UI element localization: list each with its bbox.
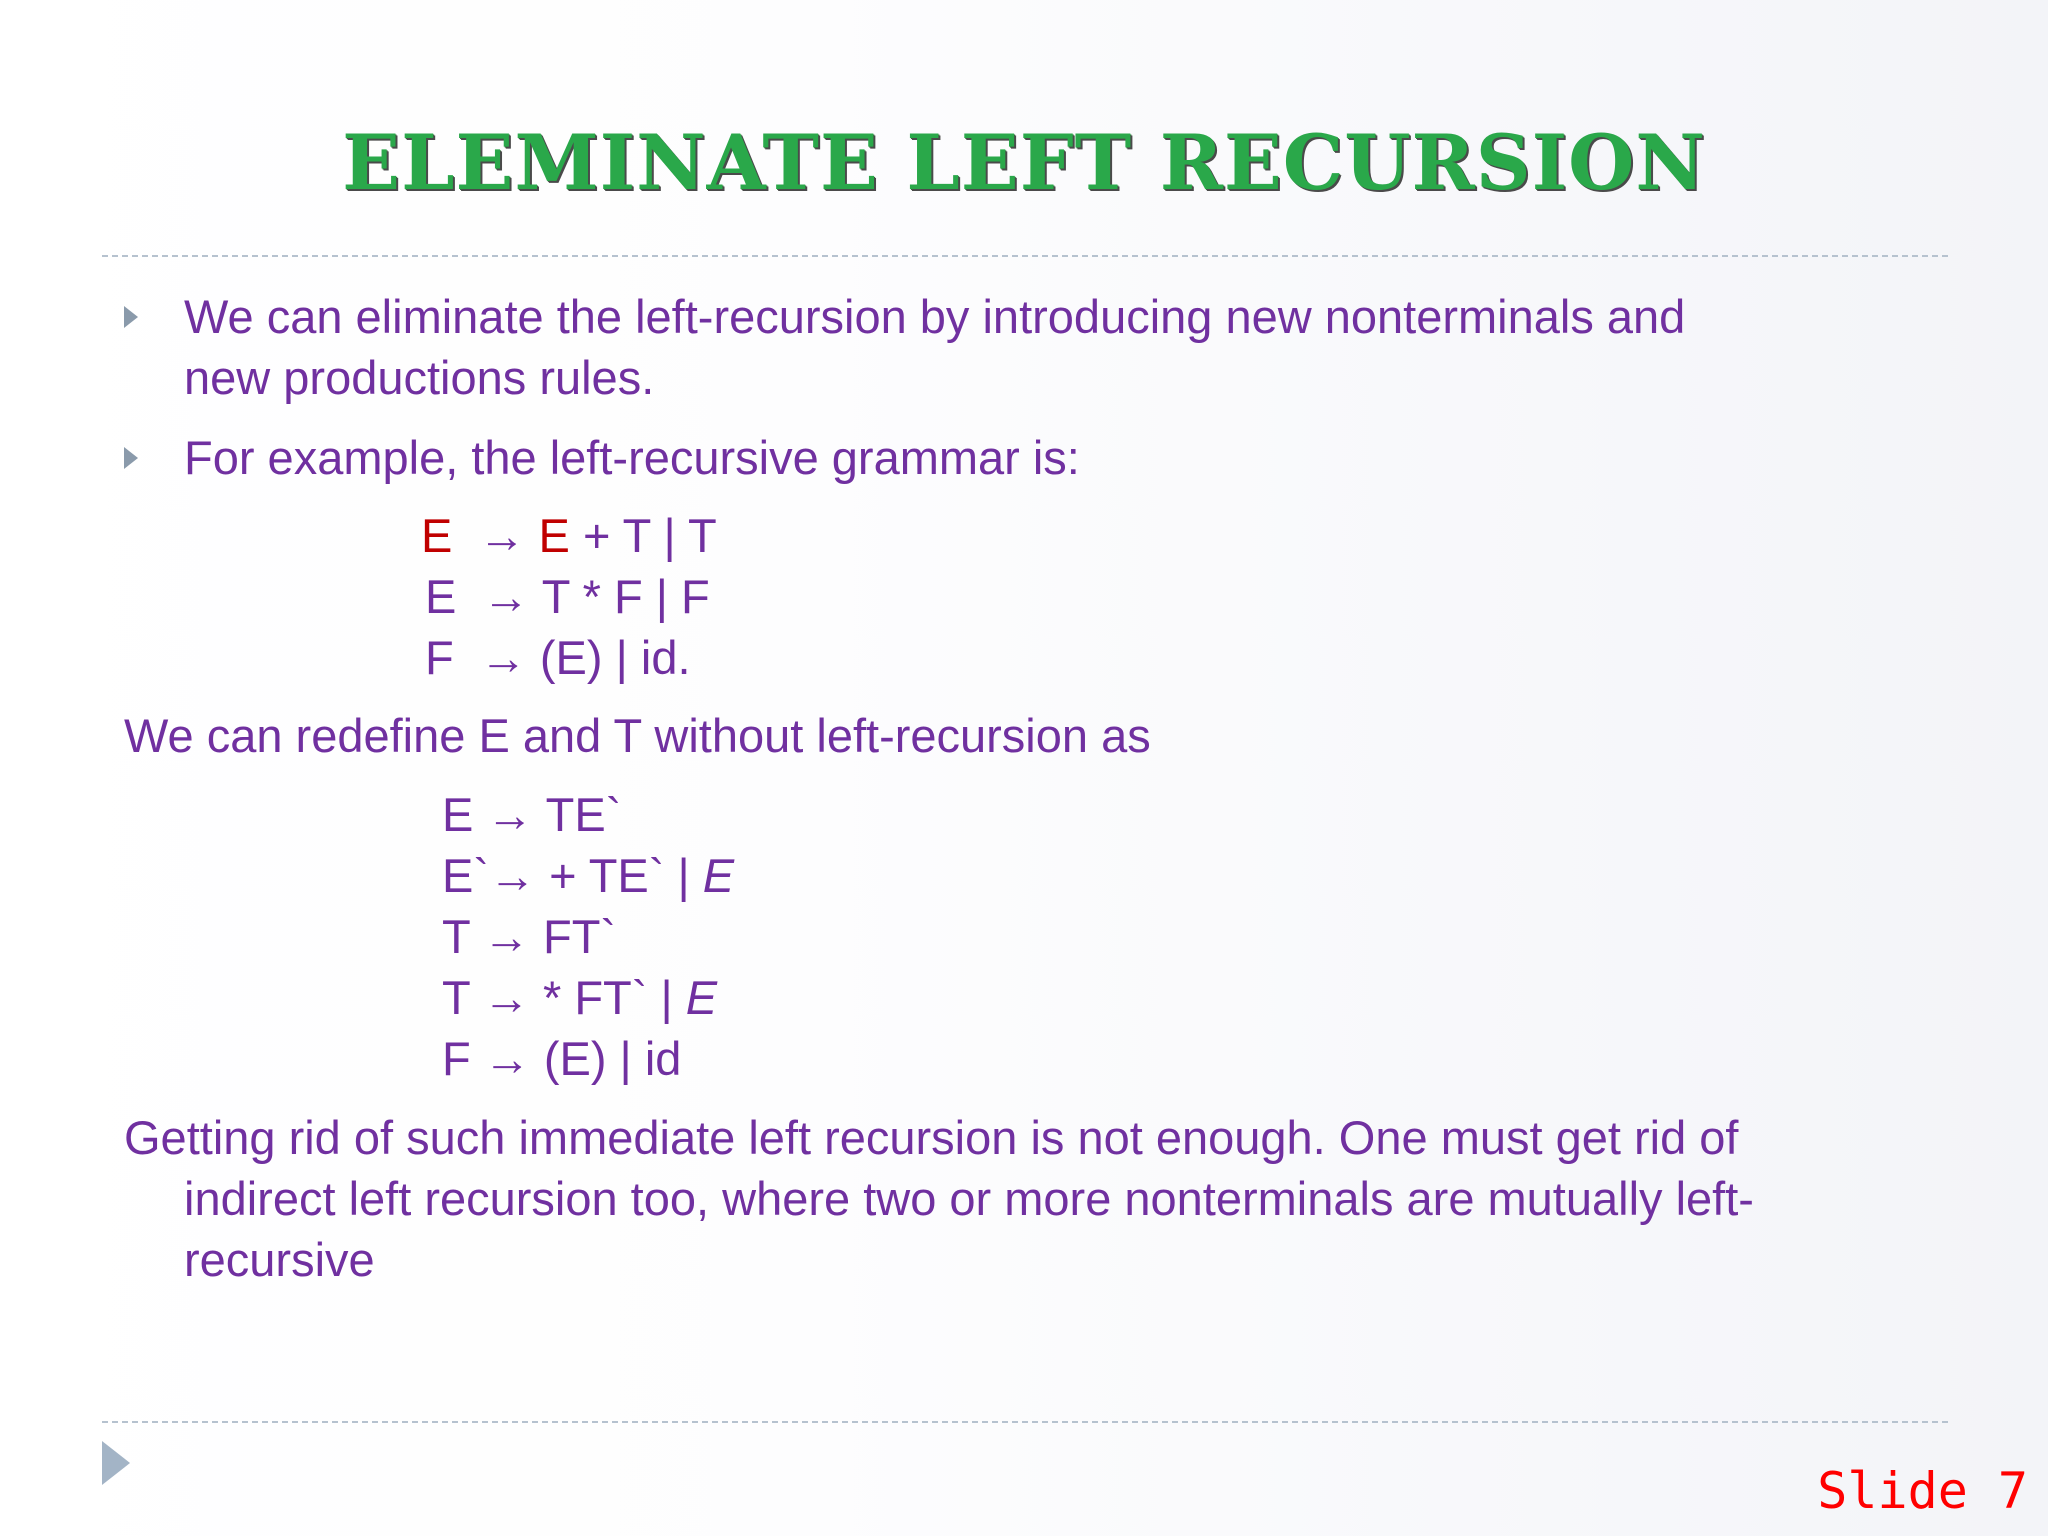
- rule-rhs: * FT` |: [543, 971, 686, 1024]
- slide-number: Slide 7: [1817, 1462, 2028, 1520]
- grammar-original-rule-2: [425, 566, 710, 627]
- rule-lhs: E`: [442, 849, 489, 902]
- grammar-original-rule-3: [425, 627, 691, 688]
- top-divider: [102, 255, 1948, 257]
- rule-arrow: →: [482, 971, 530, 1024]
- rule-lhs: E: [421, 509, 453, 562]
- rule-arrow: →: [486, 788, 534, 841]
- rule-rhs: (E) | id.: [539, 631, 691, 684]
- closing-paragraph: [124, 1107, 1904, 1290]
- rule-arrow: →: [489, 849, 536, 902]
- rule-arrow: →: [478, 509, 526, 562]
- rule-lhs: E: [442, 788, 474, 841]
- rule-rhs: + TE` |: [549, 849, 703, 902]
- rule-lhs: F: [442, 1032, 471, 1085]
- rule-lhs: F: [425, 631, 454, 684]
- grammar-rewritten-rule-1: [442, 784, 621, 845]
- rule-rhs: TE`: [545, 788, 622, 841]
- rule-arrow: →: [482, 570, 530, 623]
- bullet-2: [184, 427, 1884, 488]
- next-slide-arrow-icon[interactable]: [102, 1441, 130, 1485]
- grammar-rewritten-rule-3: [442, 906, 616, 967]
- rule-lhs: T: [442, 971, 470, 1024]
- redefine-text: We can redefine E and T without left-recursion as: [124, 709, 1151, 762]
- bullet-1-line-2: new productions rules.: [184, 351, 655, 404]
- rule-rhs: T * F | F: [541, 570, 710, 623]
- rule-arrow: →: [483, 1032, 531, 1085]
- closing-line-1: Getting rid of such immediate left recursion is not enough. One must get rid of: [124, 1111, 1739, 1164]
- closing-line-2: indirect left recursion too, where two or more nonterminals are mutually left-: [184, 1172, 1754, 1225]
- grammar-rewritten-rule-5: [442, 1028, 681, 1089]
- rule-lhs: E: [425, 570, 457, 623]
- bullet-arrow-icon: [124, 306, 138, 328]
- grammar-rewritten-rule-4: [442, 967, 717, 1028]
- bottom-divider: [102, 1421, 1948, 1423]
- epsilon-symbol: E: [685, 971, 718, 1024]
- epsilon-symbol: E: [702, 849, 735, 902]
- rule-rhs-head: E: [538, 509, 570, 562]
- rule-rhs: FT`: [543, 910, 617, 963]
- grammar-rewritten-rule-2: [442, 845, 734, 906]
- bullet-2-line-1: For example, the left-recursive grammar is:: [184, 431, 1080, 484]
- bullet-1: [184, 286, 1884, 408]
- grammar-original-rule-1: [421, 505, 717, 566]
- rule-rhs-tail: + T | T: [569, 509, 717, 562]
- closing-line-3: recursive: [184, 1233, 375, 1286]
- rule-arrow: →: [482, 910, 530, 963]
- rule-lhs: T: [442, 910, 470, 963]
- bullet-arrow-icon: [124, 447, 138, 469]
- slide-title: ELEMINATE LEFT RECURSION: [342, 118, 1706, 207]
- rule-rhs: (E) | id: [543, 1032, 682, 1085]
- bullet-1-line-1: We can eliminate the left-recursion by introducing new nonterminals and: [184, 290, 1686, 343]
- rule-arrow: →: [479, 631, 527, 684]
